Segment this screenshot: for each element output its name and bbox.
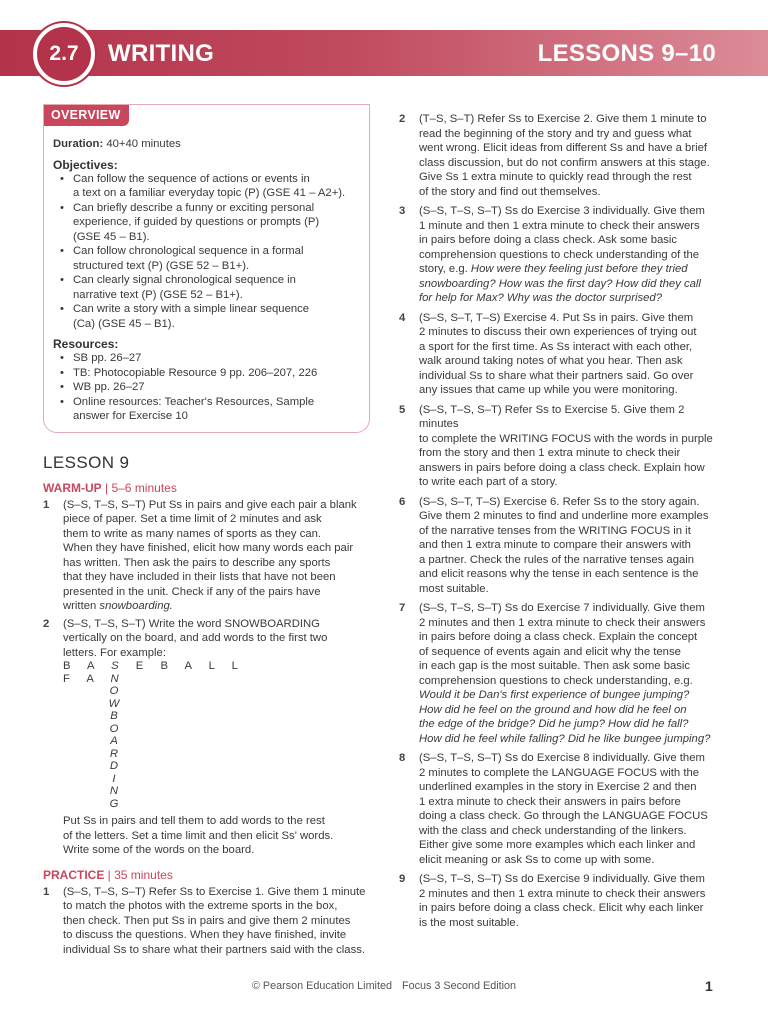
item-body: [419, 751, 724, 867]
text-line: Give Ss 1 extra minute to quickly read through the rest: [419, 171, 692, 183]
vertical-letter: D: [109, 760, 119, 772]
vertical-letter: R: [109, 747, 119, 760]
lesson-title: LESSON 9: [43, 452, 130, 472]
text-line: in pairs before doing a class check. Ask some basic: [419, 234, 678, 246]
objective-item: [53, 273, 361, 302]
bullet: •: [60, 352, 64, 364]
right-column: [399, 112, 724, 930]
text-line: 2 minutes and then 1 extra minute to check their answers: [419, 887, 706, 900]
text-line: (S–S, T–S, S–T) Write the word SNOWBOARDING: [63, 617, 320, 630]
overview-box: [43, 104, 370, 433]
item-number: 1: [43, 885, 50, 898]
warmup-label: WARM-UP: [43, 480, 102, 495]
vertical-letter: I: [112, 772, 116, 785]
page-number: 1: [705, 978, 713, 994]
italic-line: for help for Max? Why was the doctor surprised?: [419, 292, 662, 304]
practice-duration: | 35 minutes: [104, 867, 173, 882]
text-line: to match the photos with the extreme sports in the box,: [63, 900, 338, 912]
edition: Focus 3 Second Edition: [401, 980, 517, 992]
italic-line: the edge of the bridge? Did he jump? How did he fall?: [419, 718, 689, 730]
objective-item: [53, 172, 361, 201]
section-header-bar: [0, 30, 768, 76]
item-number: 9: [399, 873, 406, 885]
item-number: 2: [43, 617, 50, 630]
resource-item: [53, 395, 361, 424]
resources-heading: Resources:: [53, 337, 119, 351]
bullet: •: [60, 303, 64, 315]
item-body: [419, 112, 724, 199]
duration-label: Duration:: [53, 138, 104, 150]
section-number-badge: [33, 23, 95, 85]
text-line: comprehension questions to check understanding of the: [419, 248, 700, 261]
text-line: went wrong. Elicit ideas from different Ss and have a brief: [419, 142, 708, 154]
section-title: WRITING: [108, 40, 215, 67]
procedure-item-3: [399, 204, 724, 306]
text-line: (Ca) (GSE 45 – B1).: [73, 317, 175, 330]
text-line: (GSE 45 – B1).: [73, 230, 150, 243]
text-line: most suitable.: [419, 582, 489, 595]
text-line: walk around taking notes of what you hear. Then ask: [419, 355, 683, 367]
text-line: SB pp. 26–27: [73, 352, 142, 364]
text-line: is the most suitable.: [419, 916, 519, 929]
letter-s: S: [111, 660, 126, 672]
text-line: in pairs before doing a class check. Explain the concept: [419, 631, 698, 643]
resource-item: [53, 366, 361, 381]
text-line: 2 minutes and then 1 extra minute to check their answers: [419, 616, 706, 629]
text-line: Can follow chronological sequence in a formal: [73, 245, 304, 257]
text-line: 2 minutes to discuss their own experiences of trying out: [419, 326, 697, 338]
text-line: narrative text (P) (GSE 52 – B1+).: [73, 288, 243, 301]
text-line: (S–S, T–S, S–T) Ss do Exercise 8 individually. Give them: [419, 752, 705, 764]
resource-item: [53, 380, 361, 395]
text-line: from the story and then 1 extra minute to check their: [419, 447, 681, 459]
vertical-letter: B: [110, 710, 118, 722]
text-line: Can briefly describe a funny or exciting personal: [73, 201, 315, 214]
bullet-text: [73, 366, 361, 381]
text-line: (S–S, T–S, S–T) Ss do Exercise 3 individually. Give them: [419, 205, 705, 217]
text-line: underlined examples in the story in Exercise 2 and then: [419, 781, 697, 793]
italic-line: Would it be Dan's first experience of bungee jumping?: [419, 689, 690, 701]
vertical-letter: W: [108, 697, 120, 710]
text-line: individual Ss to share what their partners said. Go over: [419, 369, 694, 382]
snowboarding-vertical: [63, 685, 370, 810]
text-line: with the class and check understanding of the linkers.: [419, 824, 687, 837]
footer: [0, 980, 768, 992]
text-line: of the story and find out themselves.: [419, 185, 601, 198]
practice-label: PRACTICE: [43, 867, 105, 882]
word-baseball: B A S E B A L L: [63, 660, 245, 672]
text-line: Can follow the sequence of actions or events in: [73, 172, 310, 185]
text-line: a text on a familiar everyday topic (P) (GSE 41 – A2+).: [73, 187, 346, 199]
bullet-text: [73, 395, 361, 424]
text-line: then check. Then put Ss in pairs and give them 2 minutes: [63, 914, 351, 927]
vertical-letter: N: [109, 785, 119, 797]
text-line: 2 minutes to complete the LANGUAGE FOCUS with the: [419, 766, 700, 779]
text-line: individual Ss to share what their partners said with the class.: [63, 943, 366, 956]
text-line: vertically on the board, and add words to the first two: [63, 632, 328, 644]
item-number: 1: [43, 498, 50, 511]
text-line: experience, if guided by questions or prompts (P): [73, 216, 320, 228]
text-line: (S–S, T–S, S–T) Ss do Exercise 9 individually. Give them: [419, 873, 705, 885]
text-line: and elicit reasons why the tense in each sentence is the: [419, 568, 699, 580]
text-line: them to write as many names of sports as they can.: [63, 527, 322, 540]
resource-item: [53, 351, 361, 366]
text-line: a sport for the first time. As Ss interact with each other,: [419, 340, 693, 353]
word-fan: F A N: [63, 672, 126, 685]
left-column: [43, 104, 370, 957]
text-line: (S–S, T–S, S–T) Ss do Exercise 7 individually. Give them: [419, 602, 705, 614]
text-line: answer for Exercise 10: [73, 410, 188, 422]
item-body: [419, 204, 724, 306]
text-line: TB: Photocopiable Resource 9 pp. 206–207, 226: [73, 366, 318, 379]
badge-text: 2.7: [49, 42, 79, 65]
item-body: [63, 885, 370, 958]
item-body: [419, 311, 724, 398]
text-line: and then 1 extra minute to compare their answers with: [419, 539, 691, 551]
text-line: structured text (P) (GSE 52 – B1+).: [73, 259, 250, 272]
text-line: to write each part of a story.: [419, 476, 558, 488]
text-line: elicit meaning or ask Ss to come up with some.: [419, 853, 655, 866]
text-line: (S–S, S–T, T–S) Exercise 6. Refer Ss to the story again.: [419, 495, 700, 508]
text-line: of the narrative tenses from the WRITING FOCUS in it: [419, 524, 691, 537]
item-body: [419, 403, 724, 490]
procedure-item-2: [399, 112, 724, 199]
text-line: (S–S, T–S, S–T) Refer Ss to Exercise 5. Give them 2 minutes: [419, 403, 685, 430]
text-line: Can write a story with a simple linear sequence: [73, 303, 310, 315]
text-line: of the letters. Set a time limit and then elicit Ss' words.: [63, 829, 334, 842]
item-body: [419, 495, 724, 597]
italic-line: snowboarding? How was the first day? How did they call: [419, 277, 701, 290]
procedure-item-4: [399, 311, 724, 398]
item-number: 7: [399, 602, 406, 614]
practice-heading: [43, 868, 370, 882]
italic-line: How did he feel on the ground and how did he feel on: [419, 703, 687, 716]
text-line: class discussion, but do not confirm answers at this stage.: [419, 156, 710, 169]
vertical-letter: G: [109, 797, 119, 810]
text-line: in each gap is the most suitable. Then ask some basic: [419, 660, 691, 672]
vertical-letter: O: [109, 685, 119, 697]
procedure-item-7: [399, 601, 724, 746]
warmup1-last: written: [63, 600, 100, 612]
item-number: 3: [399, 205, 406, 217]
objective-item: [53, 201, 361, 245]
text-line: any issues that came up while you were monitoring.: [419, 384, 678, 396]
text-line: Give them 2 minutes to find and underline more examples: [419, 510, 709, 522]
item-body: [419, 872, 724, 930]
procedure-item-8: [399, 751, 724, 867]
bullet: •: [60, 172, 64, 185]
text-line: When they have finished, elicit how many words each pair: [63, 542, 354, 554]
vertical-letter: O: [109, 722, 119, 735]
italic-line: How did he feel while falling? Did he like bungee jumping?: [419, 732, 711, 745]
text-line: (S–S, T–S, S–T) Refer Ss to Exercise 1. Give them 1 minute: [63, 885, 366, 898]
text-line: WB pp. 26–27: [73, 381, 145, 393]
item-body: [419, 601, 724, 746]
bullet: •: [60, 245, 64, 257]
bullet-text: [73, 201, 361, 245]
text-line: [419, 262, 724, 277]
text-line: has written. Then ask the pairs to describe any sports: [63, 556, 331, 569]
warmup-item-2: [43, 617, 370, 858]
text-line: of sequence of events again and elicit why the tense: [419, 645, 681, 658]
vertical-letter: A: [110, 735, 118, 747]
bullet-text: [73, 273, 361, 302]
warmup-item-1: [43, 498, 370, 614]
bullet-text: [73, 172, 361, 201]
text-line: (S–S, S–T, T–S) Exercise 4. Put Ss in pairs. Give them: [419, 311, 694, 324]
italic-span: How were they feeling just before they tried: [470, 263, 688, 275]
warmup-duration: | 5–6 minutes: [101, 480, 177, 495]
bullet-text: [73, 351, 361, 366]
item-number: 8: [399, 752, 406, 764]
text-line: presented in the unit. Check if any of the pairs have: [63, 585, 321, 598]
bullet: •: [60, 201, 64, 214]
text-line: doing a class check. Go through the LANGUAGE FOCUS: [419, 810, 708, 822]
item-number: 2: [399, 113, 406, 125]
procedure-item-5: [399, 403, 724, 490]
bullet: •: [60, 381, 64, 393]
item-number: 5: [399, 403, 406, 416]
bullet-text: [73, 380, 361, 395]
text-span: story, e.g.: [419, 263, 471, 275]
text-line: (T–S, S–T) Refer Ss to Exercise 2. Give them 1 minute to: [419, 113, 707, 125]
item-body: [63, 498, 370, 614]
procedure-item-9: [399, 872, 724, 930]
text-line: letters. For example:: [63, 646, 166, 659]
warmup-heading: [43, 481, 370, 495]
bullet-text: [73, 302, 361, 331]
text-line: to discuss the questions. When they have finished, invite: [63, 929, 347, 941]
text-line: 1 minute and then 1 extra minute to check their answers: [419, 219, 700, 232]
text-line: 1 extra minute to check their answers in pairs before: [419, 795, 681, 808]
text-line: answers in pairs before doing a class check. Explain how: [419, 461, 705, 474]
text-line: Online resources: Teacher's Resources, Sample: [73, 395, 315, 408]
bullet: •: [60, 395, 64, 408]
lessons-label: LESSONS 9–10: [537, 40, 716, 67]
procedure-item-6: [399, 495, 724, 597]
text-line: that they have included in their lists that have not been: [63, 571, 336, 583]
item-number: 6: [399, 495, 406, 508]
text-line: (S–S, T–S, S–T) Put Ss in pairs and give each pair a blank: [63, 498, 357, 511]
practice-item-1: [43, 885, 370, 958]
objective-item: [53, 244, 361, 273]
text-line: Can clearly signal chronological sequence in: [73, 274, 296, 286]
text-line: comprehension questions to check understanding, e.g.: [419, 674, 693, 687]
text-line: in pairs before doing a class check. Elicit why each linker: [419, 902, 704, 914]
duration-value: 40+40 minutes: [106, 138, 181, 150]
overview-tab: OVERVIEW: [44, 105, 129, 126]
text-line: piece of paper. Set a time limit of 2 minutes and ask: [63, 513, 322, 525]
text-line: to complete the WRITING FOCUS with the words in purple: [419, 432, 713, 445]
letter-n: N: [110, 672, 126, 685]
bullet: •: [60, 274, 64, 286]
text-line: read the beginning of the story and try and guess what: [419, 127, 692, 140]
objective-item: [53, 302, 361, 331]
objectives-heading: Objectives:: [53, 157, 118, 172]
text-line: Either give some more examples which each linker and: [419, 839, 696, 851]
resources-list: [53, 351, 361, 424]
bullet-text: [73, 244, 361, 273]
text-line: Write some of the words on the board.: [63, 844, 255, 856]
objectives-list: [53, 172, 361, 332]
duration: [53, 137, 361, 152]
item-body: [63, 617, 370, 858]
text-line: Put Ss in pairs and tell them to add words to the rest: [63, 815, 325, 827]
bullet: •: [60, 366, 64, 379]
item-number: 4: [399, 311, 406, 324]
warmup1-italic: snowboarding.: [99, 600, 173, 612]
copyright: © Pearson Education Limited: [251, 980, 392, 992]
text-line: a partner. Check the rules of the narrative tenses again: [419, 553, 695, 566]
